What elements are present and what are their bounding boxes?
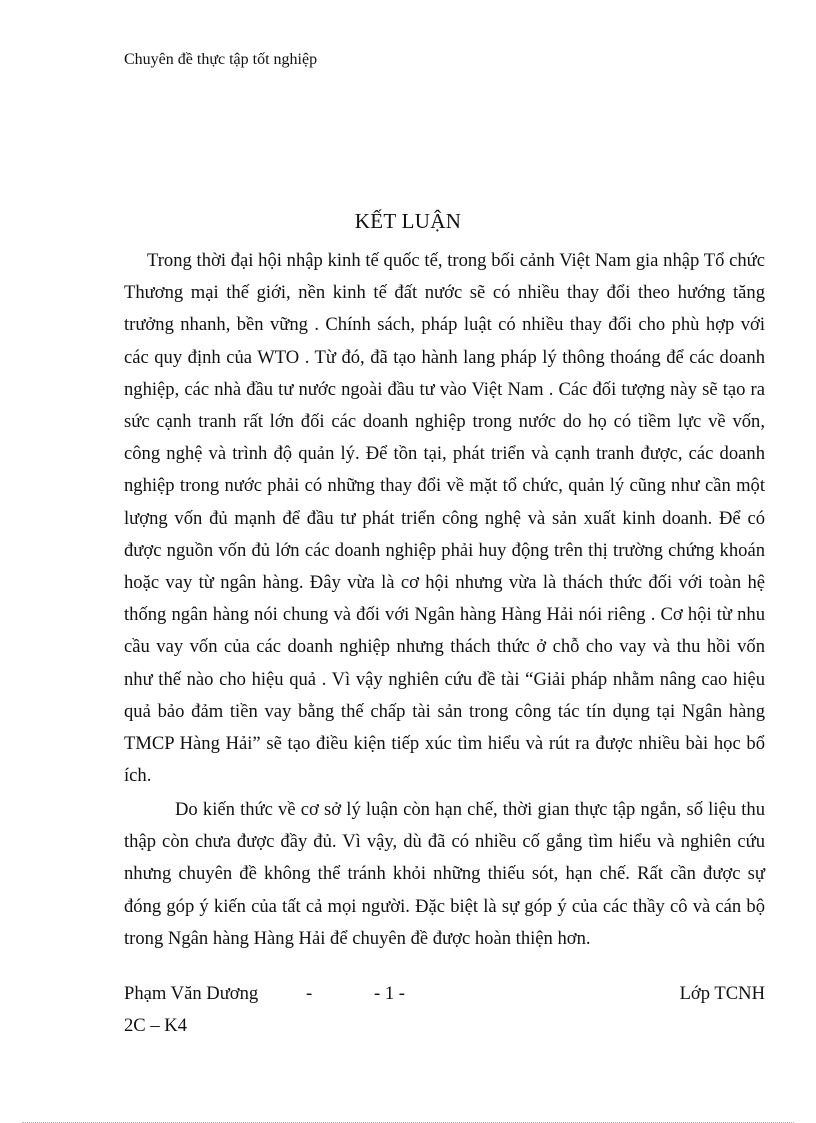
page-header: Chuyên đề thực tập tốt nghiệp xyxy=(124,51,318,68)
footer-class-line-2: 2C – K4 xyxy=(124,1015,188,1036)
conclusion-paragraph-2 xyxy=(124,794,765,955)
footer-author: Phạm Văn Dương xyxy=(124,983,259,1004)
footer-class-name: Lớp TCNH xyxy=(679,983,765,1004)
conclusion-paragraph-1 xyxy=(124,245,765,792)
page-footer xyxy=(124,978,765,1010)
page-number: - 1 - xyxy=(374,983,405,1004)
paragraph-text: Do kiến thức về cơ sở lý luận còn hạn chế, thời gian thực tập ngắn, số liệu thu thập còn chưa được đầy đủ. Vì vậy, dù đã có nhiều cố gắng tìm hiểu và nghiên cứu nhưng chuyên đề không thể tránh khỏi những thiếu sót, hạn chế. Rất cần được sự đóng góp ý kiến của tất cả mọi người. Đặc biệt là sự góp ý của các thầy cô và cán bộ trong Ngân hàng Hàng Hải để chuyên đề được hoàn thiện hơn. xyxy=(124,799,765,949)
footer-separator: - xyxy=(306,983,313,1004)
page-title: KẾT LUẬN xyxy=(354,209,462,233)
paragraph-text: Trong thời đại hội nhập kinh tế quốc tế, trong bối cảnh Việt Nam gia nhập Tổ chức Thương mại thế giới, nền kinh tế đất nước sẽ có nhiều thay đổi theo hướng tăng trưởng nhanh, bền vững . Chính sách, pháp luật có nhiều thay đổi cho phù hợp với các quy định của WTO . Từ đó, đã tạo hành lang pháp lý thông thoáng để các doanh nghiệp, các nhà đầu tư nước ngoài đầu tư vào Việt Nam . Các đối tượng này sẽ tạo ra sức cạnh tranh rất lớn đối các doanh nghiệp trong nước do họ có tiềm lực về vốn, công nghệ và trình độ quản lý. Để tồn tại, phát triển và cạnh tranh được, các doanh nghiệp trong nước phải có những thay đổi về mặt tổ chức, quản lý cũng như cần một lượng vốn đủ mạnh để đầu tư phát triển công nghệ và sản xuất kinh doanh. Để có được nguồn vốn đủ lớn các doanh nghiệp phải huy động trên thị trường chứng khoán hoặc vay từ ngân hàng. Đây vừa là cơ hội nhưng vừa là thách thức đối với toàn hệ thống ngân hàng nói chung và đối với Ngân hàng Hàng Hải nói riêng . Cơ hội từ nhu cầu vay vốn của các doanh nghiệp nhưng thách thức ở chỗ cho vay và thu hồi vốn như thế nào cho hiệu quả . Vì vậy nghiên cứu đề tài “Giải pháp nhằm nâng cao hiệu quả bảo đảm tiền vay bằng thế chấp tài sản trong công tác tín dụng tại Ngân hàng TMCP Hàng Hải” sẽ tạo điều kiện tiếp xúc tìm hiểu và rút ra được nhiều bài học bổ ích. xyxy=(124,250,765,787)
